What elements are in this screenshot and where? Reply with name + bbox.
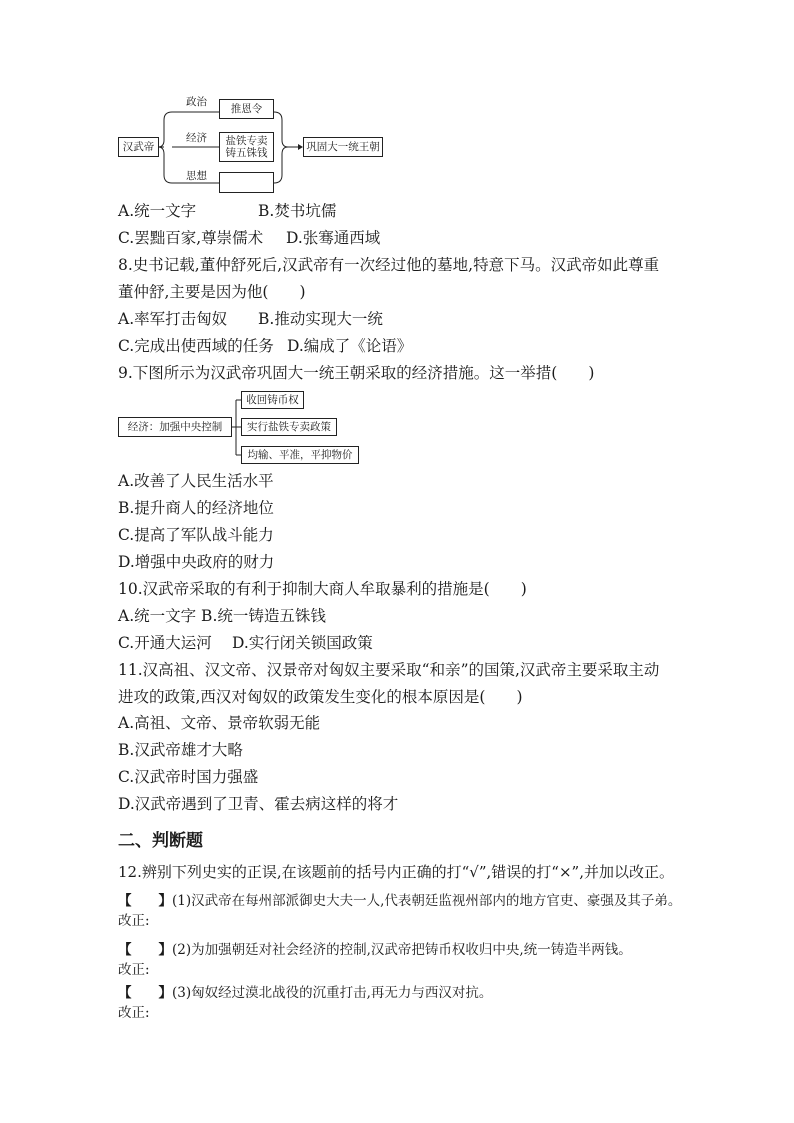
econ-item-prices-text: 均输、平准，平抑物价	[247, 449, 353, 461]
q8-option-a: A.率军打击匈奴	[118, 310, 228, 328]
q12-item-1-fix: 改正:	[118, 913, 150, 929]
q12-stem: 12.辨别下列史实的正误,在该题前的括号内正确的打“√”,错误的打“×”,并加以改正。	[118, 863, 674, 881]
econ-root-text: 经济：加强中央控制	[127, 421, 223, 433]
q11-option-b: B.汉武帝雄才大略	[118, 741, 243, 759]
q10-option-d: D.实行闭关锁国政策	[232, 634, 373, 652]
q12-item-1	[118, 891, 681, 911]
q12-item-2-text: (2)为加强朝廷对社会经济的控制,汉武帝把铸币权收归中央,统一铸造半两钱。	[172, 942, 632, 958]
econ-item-coinage-text: 收回铸币权	[246, 394, 299, 406]
q12-item-2-fix: 改正:	[118, 962, 150, 978]
q9-option-c: C.提高了军队战斗能力	[118, 526, 274, 544]
q7-option-d: D.张骞通西域	[286, 229, 381, 247]
branch-box-economy-line2: 铸五铢钱	[225, 147, 268, 159]
q9-option-b: B.提升商人的经济地位	[118, 499, 274, 517]
econ-item-salt-iron-text: 实行盐铁专卖政策	[247, 421, 331, 433]
q8-stem-line1: 8.史书记载,董仲舒死后,汉武帝有一次经过他的墓地,特意下马。汉武帝如此尊重	[118, 256, 660, 274]
q10-option-ab: A.统一文字 B.统一铸造五铢钱	[118, 607, 326, 625]
q12-item-1-text: (1)汉武帝在每州部派御史大夫一人,代表朝廷监视州部内的地方官吏、豪强及其子弟。	[172, 893, 682, 909]
q12-item-3	[118, 983, 492, 1003]
branch-label-economy: 经济	[186, 132, 207, 144]
q12-item-3-bracket[interactable]: 【 】	[118, 985, 172, 1001]
econ-item-prices	[241, 446, 359, 464]
q8-option-c: C.完成出使西域的任务	[118, 337, 274, 355]
q7-option-c: C.罢黜百家,尊崇儒术	[118, 229, 264, 247]
q11-option-c: C.汉武帝时国力强盛	[118, 768, 259, 786]
section-heading-judgement: 二、判断题	[118, 831, 203, 851]
q11-option-d: D.汉武帝遇到了卫青、霍去病这样的将才	[118, 795, 399, 813]
econ-root-box	[118, 417, 232, 437]
q12-item-2	[118, 940, 632, 960]
q9-option-d: D.增强中央政府的财力	[118, 553, 275, 571]
branch-label-thought: 思想	[186, 170, 207, 182]
q9-option-a: A.改善了人民生活水平	[118, 472, 274, 490]
q11-stem-line1: 11.汉高祖、汉文帝、汉景帝对匈奴主要采取“和亲”的国策,汉武帝主要采取主动	[118, 661, 660, 679]
branch-box-politics-text: 推恩令	[230, 103, 263, 115]
branch-box-economy-line1: 盐铁专卖	[225, 135, 268, 147]
q7-option-b: B.焚书坑儒	[258, 202, 337, 220]
q12-item-3-text: (3)匈奴经过漠北战役的沉重打击,再无力与西汉对抗。	[172, 985, 493, 1001]
q8-option-b: B.推动实现大一统	[258, 310, 383, 328]
q10-option-c: C.开通大运河	[118, 634, 212, 652]
q12-item-2-bracket[interactable]: 【 】	[118, 942, 172, 958]
q8-stem-line2: 董仲舒,主要是因为他( )	[118, 283, 306, 301]
diagram-root-label: 汉武帝	[122, 141, 155, 153]
q9-stem: 9.下图所示为汉武帝巩固大一统王朝采取的经济措施。这一举措( )	[118, 364, 595, 382]
q10-stem: 10.汉武帝采取的有利于抑制大商人牟取暴利的措施是( )	[118, 580, 527, 598]
q8-option-d: D.编成了《论语》	[287, 337, 413, 355]
result-box-text: 巩固大一统王朝	[306, 141, 380, 153]
q7-option-a: A.统一文字	[118, 202, 197, 220]
q12-item-1-bracket[interactable]: 【 】	[118, 893, 172, 909]
q12-item-3-fix: 改正:	[118, 1005, 150, 1021]
q11-option-a: A.高祖、文帝、景帝软弱无能	[118, 714, 321, 732]
q11-stem-line2: 进攻的政策,西汉对匈奴的政策发生变化的根本原因是( )	[118, 688, 523, 706]
branch-label-politics: 政治	[186, 96, 207, 108]
econ-item-salt-iron	[241, 418, 337, 436]
econ-item-coinage	[241, 391, 304, 409]
